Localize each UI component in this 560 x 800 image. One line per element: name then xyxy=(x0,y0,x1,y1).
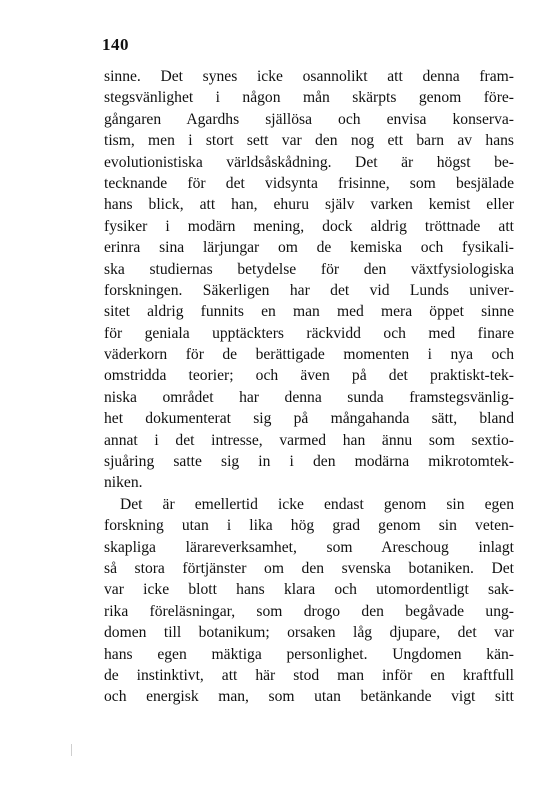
text-line: för geniala upptäckters räckvidd och med finare xyxy=(104,324,514,342)
text-line: gångaren Agardhs själlösa och envisa konserva- xyxy=(104,110,514,128)
text-line: stegsvänlighet i någon mån skärpts genom före- xyxy=(104,89,514,107)
text-line: omstridda teorier; och även på det praktiskt-tek- xyxy=(104,367,514,385)
page-number: 140 xyxy=(102,35,129,54)
text-line: domen till botanikum; orsaken låg djupare, det var xyxy=(104,624,514,642)
text-line: tecknande för det vidsynta frisinne, som besjälade xyxy=(104,174,514,192)
text-line: så stora förtjänster om den svenska botaniken. Det xyxy=(104,559,514,577)
text-line: niska området har denna sunda framstegsvänlig- xyxy=(104,388,514,406)
text-line: väderkorn för de berättigade momenten i nya och xyxy=(104,346,514,364)
text-line: evolutionistiska världsåskådning. Det är högst be- xyxy=(104,153,514,171)
text-line: het dokumenterat sig på mångahanda sätt, bland xyxy=(104,410,514,428)
text-line: sitet aldrig funnits en man med mera öppet sinne xyxy=(104,303,514,321)
body-text xyxy=(104,66,514,708)
text-line: fysiker i modärn mening, dock aldrig tröttnade att xyxy=(104,217,514,235)
text-line: tism, men i stort sett var den nog ett barn av hans xyxy=(104,132,514,150)
text-line: skapliga lärareverksamhet, som Areschoug inlagt xyxy=(104,538,514,556)
text-line: de instinktivt, att här stod man inför en kraftfull xyxy=(104,666,514,684)
text-line: forskning utan i lika hög grad genom sin veten- xyxy=(104,517,514,535)
text-line: hans egen mäktiga personlighet. Ungdomen kän- xyxy=(104,645,514,663)
text-line: annat i det intresse, varmed han ännu som sextio- xyxy=(104,431,514,449)
text-line: ska studiernas betydelse för den växtfysiologiska xyxy=(104,260,514,278)
text-line: hans blick, att han, ehuru själv varken kemist eller xyxy=(104,196,514,214)
text-line: sinne. Det synes icke osannolikt att denna fram- xyxy=(104,68,514,85)
margin-mark xyxy=(71,744,72,756)
text-line: niken. xyxy=(104,474,143,492)
text-line: forskningen. Säkerligen har det vid Lunds univer- xyxy=(104,281,514,299)
text-line: sjuåring satte sig in i den modärna mikrotomtek- xyxy=(104,453,514,471)
text-line: rika föreläsningar, som drogo den begåvade ung- xyxy=(104,602,514,620)
text-line: och energisk man, som utan betänkande vigt sitt xyxy=(104,688,514,706)
text-line: var icke blott hans klara och utomordentligt sak- xyxy=(104,581,514,599)
text-line: Det är emellertid icke endast genom sin egen xyxy=(120,495,514,513)
text-line: erinra sina lärjungar om de kemiska och fysikali- xyxy=(104,239,514,257)
